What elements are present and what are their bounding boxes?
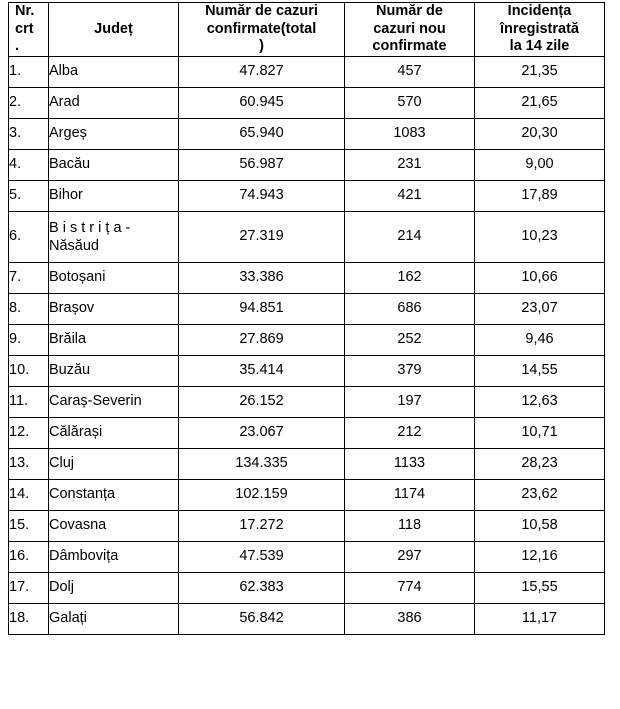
table-row: [9, 57, 605, 88]
cell-new-cases: 214: [345, 212, 475, 263]
cell-judet: Călărași: [49, 418, 179, 449]
cell-total-cases: 56.842: [179, 604, 345, 635]
cell-new-cases: 197: [345, 387, 475, 418]
cell-total-cases: 47.827: [179, 57, 345, 88]
cell-new-cases: 379: [345, 356, 475, 387]
cell-new-cases: 252: [345, 325, 475, 356]
cell-total-cases: 26.152: [179, 387, 345, 418]
cell-new-cases: 212: [345, 418, 475, 449]
cell-total-cases: 134.335: [179, 449, 345, 480]
cell-incidence: 10,23: [475, 212, 605, 263]
cell-nr: 14.: [9, 480, 49, 511]
cell-nr: 16.: [9, 542, 49, 573]
cell-nr: 13.: [9, 449, 49, 480]
cell-judet: Bacău: [49, 150, 179, 181]
cell-nr: 6.: [9, 212, 49, 263]
cell-nr: 15.: [9, 511, 49, 542]
cell-nr: 8.: [9, 294, 49, 325]
cell-total-cases: 60.945: [179, 88, 345, 119]
column-header-nou-line2: cazuri nou: [373, 20, 446, 37]
cell-total-cases: 47.539: [179, 542, 345, 573]
cell-nr: 18.: [9, 604, 49, 635]
table-row: [9, 356, 605, 387]
column-header-total-line2: confirmate(total: [206, 20, 317, 37]
cell-new-cases: 118: [345, 511, 475, 542]
cell-nr: 17.: [9, 573, 49, 604]
cell-judet: Arad: [49, 88, 179, 119]
cell-nr: 9.: [9, 325, 49, 356]
column-header-judet-line1: Județ: [94, 20, 133, 37]
cell-incidence: 15,55: [475, 573, 605, 604]
cell-incidence: 9,46: [475, 325, 605, 356]
table-row: [9, 325, 605, 356]
cell-new-cases: 162: [345, 263, 475, 294]
cell-judet: Bihor: [49, 181, 179, 212]
table-row: [9, 263, 605, 294]
table-row: [9, 604, 605, 635]
table-row: [9, 480, 605, 511]
cell-new-cases: 297: [345, 542, 475, 573]
cell-total-cases: 94.851: [179, 294, 345, 325]
cell-total-cases: 27.319: [179, 212, 345, 263]
table-row: [9, 542, 605, 573]
cell-judet: Constanța: [49, 480, 179, 511]
column-header-nou-line1: Număr de: [376, 3, 443, 19]
cell-total-cases: 33.386: [179, 263, 345, 294]
column-header-new-cases: [345, 3, 475, 57]
cell-total-cases: 35.414: [179, 356, 345, 387]
column-header-nr-line1: Nr.: [15, 3, 35, 19]
cell-incidence: 17,89: [475, 181, 605, 212]
table-row: [9, 511, 605, 542]
table-row: [9, 119, 605, 150]
cell-nr: 7.: [9, 263, 49, 294]
cell-judet-line2: Năsăud: [49, 238, 99, 255]
cell-new-cases: 1083: [345, 119, 475, 150]
cell-incidence: 11,17: [475, 604, 605, 635]
covid-cases-table: [8, 2, 605, 635]
cell-incidence: 23,62: [475, 480, 605, 511]
cell-judet: Alba: [49, 57, 179, 88]
cell-judet: Dâmbovița: [49, 542, 179, 573]
cell-new-cases: 774: [345, 573, 475, 604]
column-header-incidenta-line1: Incidența: [507, 3, 572, 19]
cell-incidence: 21,35: [475, 57, 605, 88]
cell-total-cases: 56.987: [179, 150, 345, 181]
table-header-row: [9, 3, 605, 57]
cell-incidence: 23,07: [475, 294, 605, 325]
cell-incidence: 21,65: [475, 88, 605, 119]
column-header-total-line3: ): [259, 38, 264, 55]
cell-judet: Argeș: [49, 119, 179, 150]
cell-incidence: 10,66: [475, 263, 605, 294]
cell-nr: 11.: [9, 387, 49, 418]
cell-total-cases: 23.067: [179, 418, 345, 449]
column-header-nr-line2: crt: [15, 20, 34, 37]
cell-judet: Brăila: [49, 325, 179, 356]
table-row: [9, 212, 605, 263]
column-header-total-cases: [179, 3, 345, 57]
table-row: [9, 418, 605, 449]
column-header-incidence: [475, 3, 605, 57]
cell-incidence: 10,71: [475, 418, 605, 449]
cell-incidence: 20,30: [475, 119, 605, 150]
cell-judet: Covasna: [49, 511, 179, 542]
cell-new-cases: 570: [345, 88, 475, 119]
cell-new-cases: 1133: [345, 449, 475, 480]
column-header-nou-line3: confirmate: [372, 38, 447, 55]
cell-judet: [49, 212, 179, 263]
cell-nr: 1.: [9, 57, 49, 88]
cell-total-cases: 17.272: [179, 511, 345, 542]
cell-new-cases: 1174: [345, 480, 475, 511]
cell-incidence: 10,58: [475, 511, 605, 542]
table-row: [9, 573, 605, 604]
column-header-total-line1: Număr de cazuri: [205, 3, 318, 19]
table-row: [9, 387, 605, 418]
cell-incidence: 12,16: [475, 542, 605, 573]
cell-total-cases: 74.943: [179, 181, 345, 212]
cell-nr: 12.: [9, 418, 49, 449]
cell-judet-wrapped: [49, 217, 178, 257]
table-row: [9, 150, 605, 181]
table-row: [9, 294, 605, 325]
column-header-incidenta-line2: înregistrată: [500, 20, 579, 37]
cell-new-cases: 231: [345, 150, 475, 181]
table-row: [9, 181, 605, 212]
cell-judet: Brașov: [49, 294, 179, 325]
column-header-judet: [49, 3, 179, 57]
column-header-nr-crt: [9, 3, 49, 57]
cell-new-cases: 386: [345, 604, 475, 635]
cell-nr: 3.: [9, 119, 49, 150]
cell-nr: 2.: [9, 88, 49, 119]
cell-nr: 5.: [9, 181, 49, 212]
cell-new-cases: 421: [345, 181, 475, 212]
cell-judet: Galați: [49, 604, 179, 635]
cell-incidence: 12,63: [475, 387, 605, 418]
cell-new-cases: 457: [345, 57, 475, 88]
cell-total-cases: 65.940: [179, 119, 345, 150]
cell-new-cases: 686: [345, 294, 475, 325]
column-header-incidenta-line3: la 14 zile: [509, 38, 570, 55]
cell-incidence: 14,55: [475, 356, 605, 387]
cell-total-cases: 102.159: [179, 480, 345, 511]
table-header: [9, 3, 605, 57]
cell-judet: Cluj: [49, 449, 179, 480]
cell-incidence: 28,23: [475, 449, 605, 480]
table-body: [9, 57, 605, 635]
table-row: [9, 449, 605, 480]
cell-total-cases: 27.869: [179, 325, 345, 356]
cell-judet: Botoșani: [49, 263, 179, 294]
column-header-nr-line3: .: [15, 38, 20, 55]
cell-judet: Buzău: [49, 356, 179, 387]
cell-judet-line1: B i s t r i ț a -: [49, 219, 131, 236]
cell-nr: 4.: [9, 150, 49, 181]
table-row: [9, 88, 605, 119]
cell-total-cases: 62.383: [179, 573, 345, 604]
cell-incidence: 9,00: [475, 150, 605, 181]
cell-judet: Caraș-Severin: [49, 387, 179, 418]
cell-judet: Dolj: [49, 573, 179, 604]
cell-nr: 10.: [9, 356, 49, 387]
